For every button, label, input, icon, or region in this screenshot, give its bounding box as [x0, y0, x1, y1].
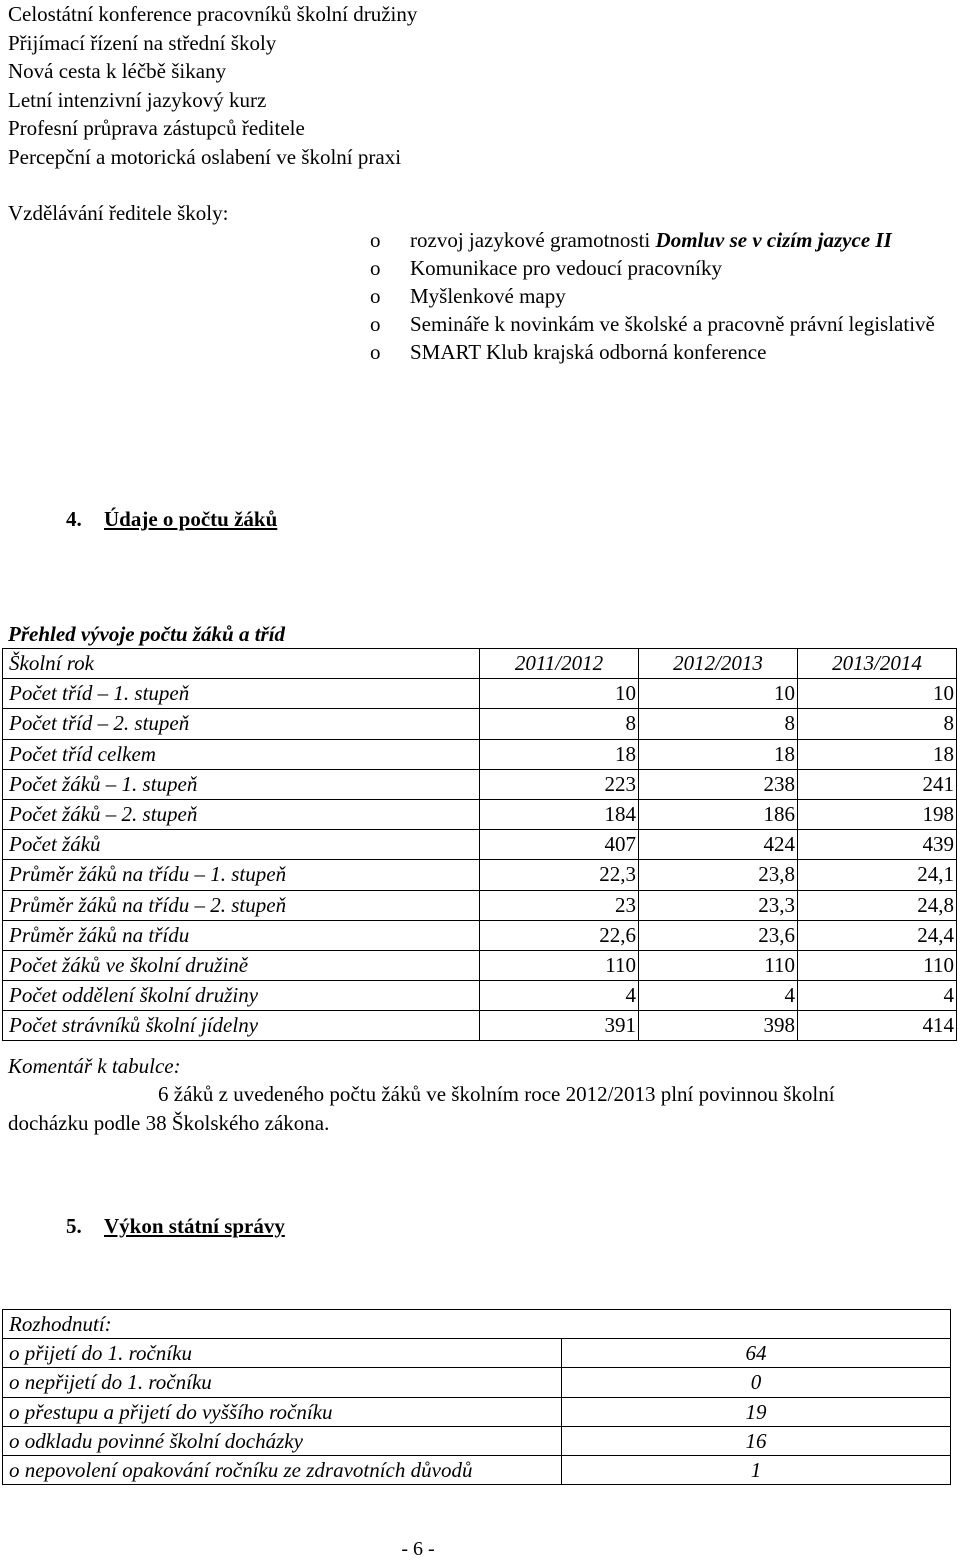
list-item-text: rozvoj jazykové gramotnosti [410, 228, 656, 252]
decision-count-cell: 64 [562, 1339, 951, 1368]
value-cell: 439 [798, 830, 957, 860]
value-cell: 8 [798, 709, 957, 739]
section-number: 5. [66, 1214, 82, 1238]
list-item-text: Myšlenkové mapy [410, 284, 566, 308]
bullet-mark: o [370, 340, 381, 364]
section-heading-4 [66, 505, 277, 533]
value-cell: 8 [480, 709, 639, 739]
value-cell: 241 [798, 769, 957, 799]
value-cell: 391 [480, 1011, 639, 1041]
value-cell: 110 [798, 950, 957, 980]
section-title: Údaje o počtu žáků [104, 507, 278, 531]
list-item [370, 338, 955, 366]
value-cell: 414 [798, 1011, 957, 1041]
row-label-cell: Počet tříd celkem [3, 739, 480, 769]
value-cell: 198 [798, 799, 957, 829]
value-cell: 424 [639, 830, 798, 860]
table-title: Přehled vývoje počtu žáků a tříd [8, 622, 286, 646]
table-row [3, 709, 957, 739]
decision-label-cell: o odkladu povinné školní docházky [3, 1426, 562, 1455]
row-label-cell: Počet tříd – 2. stupeň [3, 709, 480, 739]
table-header-cell: 2011/2012 [480, 649, 639, 679]
value-cell: 23 [480, 890, 639, 920]
bullet-mark: o [370, 284, 381, 308]
decision-label-cell: o přestupu a přijetí do vyššího ročníku [3, 1397, 562, 1426]
row-label-cell: Počet strávníků školní jídelny [3, 1011, 480, 1041]
row-label-cell: Počet žáků – 1. stupeň [3, 769, 480, 799]
row-label-cell: Počet žáků – 2. stupeň [3, 799, 480, 829]
table-row [3, 950, 957, 980]
intro-line: Přijímací řízení na střední školy [8, 30, 277, 55]
value-cell: 10 [639, 679, 798, 709]
table-row [3, 981, 957, 1011]
value-cell: 407 [480, 830, 639, 860]
table-header-row [3, 649, 957, 679]
row-label-cell: Průměr žáků na třídu [3, 920, 480, 950]
bullet-mark: o [370, 228, 381, 252]
vzdelavani-list [370, 226, 955, 366]
list-item [370, 282, 955, 310]
table-row [3, 799, 957, 829]
decisions-table [2, 1309, 951, 1485]
intro-line: Celostátní konference pracovníků školní družiny [8, 2, 418, 26]
list-item [370, 254, 955, 282]
table-row [3, 860, 957, 890]
row-label-cell: Počet žáků ve školní družině [3, 950, 480, 980]
comment-text [8, 1080, 958, 1138]
table-row [3, 1455, 951, 1484]
intro-list [8, 0, 417, 172]
table-row [3, 1368, 951, 1397]
bullet-mark: o [370, 256, 381, 280]
comment-line: docházku podle 38 Školského zákona. [8, 1111, 330, 1135]
value-cell: 184 [480, 799, 639, 829]
value-cell: 23,3 [639, 890, 798, 920]
table-header-cell: Rozhodnutí: [3, 1310, 951, 1339]
value-cell: 4 [639, 981, 798, 1011]
value-cell: 22,3 [480, 860, 639, 890]
value-cell: 22,6 [480, 920, 639, 950]
table-row [3, 1397, 951, 1426]
bullet-mark: o [370, 312, 381, 336]
value-cell: 18 [639, 739, 798, 769]
value-cell: 23,6 [639, 920, 798, 950]
list-item-text: Semináře k novinkám ve školské a pracovně právní legislativě [410, 312, 935, 336]
table-row [3, 1011, 957, 1041]
value-cell: 4 [480, 981, 639, 1011]
table-row [3, 920, 957, 950]
value-cell: 10 [480, 679, 639, 709]
value-cell: 24,8 [798, 890, 957, 920]
row-label-cell: Počet oddělení školní družiny [3, 981, 480, 1011]
table-header-cell: Školní rok [3, 649, 480, 679]
list-item [370, 226, 955, 254]
value-cell: 110 [480, 950, 639, 980]
decision-count-cell: 0 [562, 1368, 951, 1397]
table-row [3, 679, 957, 709]
list-item-emphasis: Domluv se v cizím jazyce II [655, 228, 892, 252]
value-cell: 186 [639, 799, 798, 829]
value-cell: 4 [798, 981, 957, 1011]
intro-line: Profesní průprava zástupců ředitele [8, 116, 305, 141]
row-label-cell: Průměr žáků na třídu – 1. stupeň [3, 860, 480, 890]
intro-line: Percepční a motorická oslabení ve školní praxi [8, 144, 402, 169]
table-row [3, 830, 957, 860]
value-cell: 398 [639, 1011, 798, 1041]
section-number: 4. [66, 507, 82, 531]
value-cell: 110 [639, 950, 798, 980]
comment-label: Komentář k tabulce: [8, 1054, 181, 1078]
vzdelavani-title: Vzdělávání ředitele školy: [8, 201, 229, 225]
table-row [3, 1339, 951, 1368]
value-cell: 24,1 [798, 860, 957, 890]
value-cell: 10 [798, 679, 957, 709]
decision-count-cell: 16 [562, 1426, 951, 1455]
table-header-cell: 2013/2014 [798, 649, 957, 679]
row-label-cell: Průměr žáků na třídu – 2. stupeň [3, 890, 480, 920]
table-row [3, 1426, 951, 1455]
value-cell: 18 [798, 739, 957, 769]
table-row [3, 769, 957, 799]
row-label-cell: Počet tříd – 1. stupeň [3, 679, 480, 709]
list-item-text: SMART Klub krajská odborná konference [410, 340, 767, 364]
list-item-text: Komunikace pro vedoucí pracovníky [410, 256, 722, 280]
decision-count-cell: 1 [562, 1455, 951, 1484]
table-header-cell: 2012/2013 [639, 649, 798, 679]
decision-count-cell: 19 [562, 1397, 951, 1426]
page-number: - 6 - [401, 1538, 435, 1560]
row-label-cell: Počet žáků [3, 830, 480, 860]
value-cell: 24,4 [798, 920, 957, 950]
section-title: Výkon státní správy [104, 1214, 285, 1238]
value-cell: 8 [639, 709, 798, 739]
value-cell: 23,8 [639, 860, 798, 890]
decision-label-cell: o přijetí do 1. ročníku [3, 1339, 562, 1368]
comment-line: 6 žáků z uvedeného počtu žáků ve školním roce 2012/2013 plní povinnou školní [158, 1082, 835, 1106]
value-cell: 238 [639, 769, 798, 799]
intro-line: Nová cesta k léčbě šikany [8, 59, 227, 84]
table-header-row [3, 1310, 951, 1339]
value-cell: 18 [480, 739, 639, 769]
student-count-table [2, 648, 957, 1041]
table-row [3, 739, 957, 769]
table-row [3, 890, 957, 920]
section-heading-5 [66, 1212, 285, 1240]
list-item [370, 310, 955, 338]
decision-label-cell: o nepřijetí do 1. ročníku [3, 1368, 562, 1397]
decision-label-cell: o nepovolení opakování ročníku ze zdravotních důvodů [3, 1455, 562, 1484]
intro-line: Letní intenzivní jazykový kurz [8, 87, 267, 112]
value-cell: 223 [480, 769, 639, 799]
